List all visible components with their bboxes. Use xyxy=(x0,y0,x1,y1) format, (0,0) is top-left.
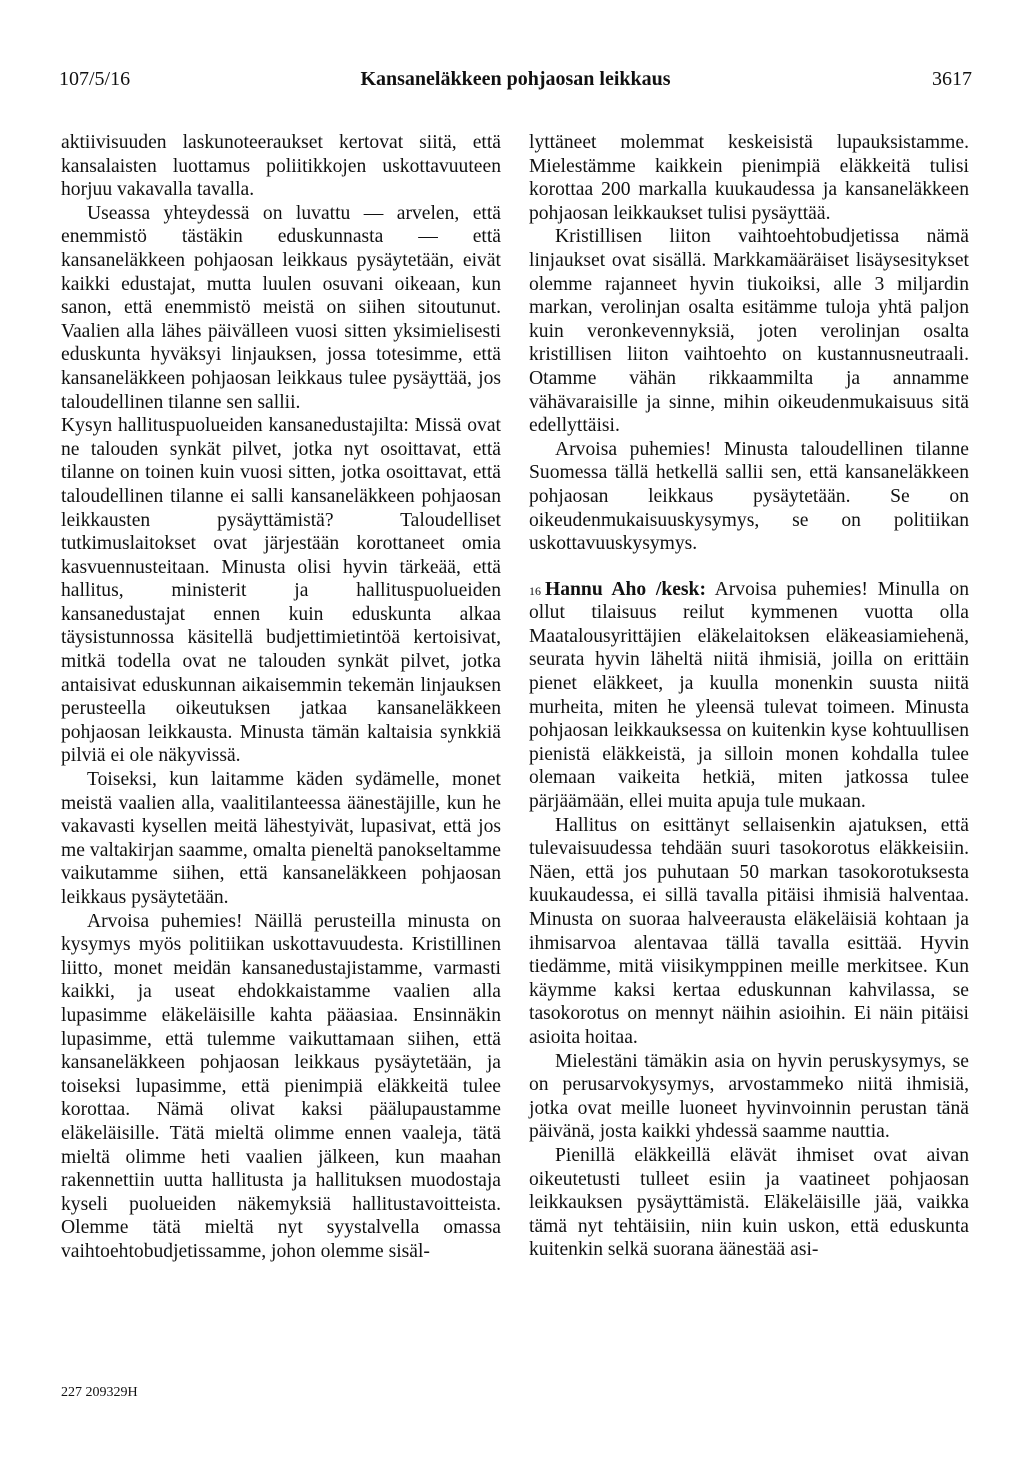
paragraph: Arvoisa puhemies! Näillä perusteilla minusta on kysymys myös politiikan uskottavuudesta. Kristillinen liitto, monet meidän kansanedustajistamme, varmasti kaikki, ja useat ehdokkaistamme vaalien alla lupasimme eläkeläisille kahta pääasiaa. Ensinnäkin lupasimme, että tulemme vaikuttamaan siihen, että kansaneläkkeen pohjaosan leikkaus pysäytetään, ja toiseksi lupasimme, että pienimpiä eläkkeitä tulee korottaa. Nämä olivat kaksi päälupaustamme eläkeläisille. Tätä mieltä olimme ennen vaaleja, tätä mieltä olimme heti vaalien jälkeen, kun maahan rakennettiin uutta hallitusta ja hallituksen muodostaja kyseli puolueiden näkemyksiä hallitustavoitteista. Olemme tätä mieltä nyt syystalvella omassa vaihtoehtobudjetissamme, johon olemme sisäl- xyxy=(61,910,501,1262)
paragraph: Kristillisen liiton vaihtoehtobudjetissa nämä linjaukset ovat sisällä. Markkamääräiset lisäysesitykset olemme rajanneet hyvin tiukoiksi, alle 3 miljardin markan, verolinjan osalta esitämme tuloja yhtä paljon kuin veronkevennyksiä, joten verolinjan osalta kristillisen liiton vaihtoehto on kustannusneutraali. Otamme vähän rikkaammilta ja annamme vähävaraisille ja sinne, mihin oikeudenmukaisuus sitä edellyttäisi. xyxy=(529,226,969,437)
paragraph: Useassa yhteydessä on luvattu — arvelen, että enemmistö tästäkin eduskunnasta — että kansaneläkkeen pohjaosan leikkaus pysäytetään, eivät kaikki edustajat, mutta luulen osuvani oikeaan, kun sanon, että enemmistö meistä on siihen sitoutunut. Vaalien alla lähes päivälleen vuosi sitten yksimielisesti eduskunta hyväksyi linjauksen, jossa totesimme, että kansaneläkkeen pohjaosan leikkaus tulee pysäyttää, jos taloudellinen tilanne sen sallii. xyxy=(61,202,501,413)
paragraph: Toiseksi, kun laitamme käden sydämelle, monet meistä vaalien alla, vaalitilanteessa äänestäjille, kun he vakavasti kysellen meitä lähestyivät, lupasivat, että jos me valtakirjan saamme, omalta pieneltä panokseltamme vaikutamme siihen, että kansaneläkkeen pohjaosan leikkaus pysäytetään. xyxy=(61,769,501,908)
document-reference: 107/5/16 xyxy=(59,68,131,90)
paragraph: lyttäneet molemmat keskeisistä lupauksistamme. Mielestämme kaikkein pienimpiä eläkkeitä tulisi korottaa 200 markalla kuukaudessa ja kansaneläkkeen pohjaosan leikkaukset tulisi pysäyttää. xyxy=(529,132,969,224)
paragraph: Pienillä eläkkeillä elävät ihmiset ovat aivan oikeutetusti tulleet esiin ja vaatineet pohjaosan leikkauksen pysäyttämistä. Eläkeläisille jää, vaikka tämä nyt tehtäisiin, niin kuin uskon, että eduskunta kuitenkin selkä suorana äänestää asi- xyxy=(529,1144,969,1261)
paragraph: aktiivisuuden laskunoteeraukset kertovat siitä, että kansalaisten luottamus poliitikkojen uskottavuuteen horjuu vakavalla tavalla. xyxy=(61,132,501,201)
speech-number: 16 xyxy=(529,583,541,598)
right-column xyxy=(529,131,969,1262)
page-header xyxy=(59,64,972,94)
paragraph: Kysyn hallituspuolueiden kansanedustajilta: Missä ovat ne talouden synkät pilvet, jotka nyt osoittavat, että tilanne on toinen kuin vuosi sitten, jotka osoittavat, että taloudellinen tilanne ei salli kansaneläkkeen pohjaosan leikkausten pysäyttämistä? Taloudelliset tutkimuslaitokset ovat järjestään korottaneet omia kasvuennusteitaan. Minusta olisi hyvin tärkeää, että hallitus, ministerit ja hallituspuolueiden kansanedustajat ennen kuin eduskunta alkaa täysistunnossa käsitellä budjettimietintöä kertoisivat, mitkä todella ovat ne talouden synkät pilvet, jotka antaisivat eduskunnan aikaisemmin tekemän linjauksen perusteella oikeutuksen jatkaa kansaneläkkeen pohjaosan leikkausta. Minusta tämän kaltaisia synkkiä pilviä ei ole näkyvissä. xyxy=(61,415,501,767)
page-number: 3617 xyxy=(932,68,972,90)
speaker-name: Hannu Aho /kesk: xyxy=(545,578,706,600)
paragraph: Arvoisa puhemies! Minusta taloudellinen tilanne Suomessa tällä hetkellä sallii sen, että kansaneläkkeen pohjaosan leikkaus pysäytetään. Se on oikeudenmukaisuuskysymys, se on politiikan uskottavuuskysymys. xyxy=(529,438,969,555)
page-title: Kansaneläkkeen pohjaosan leikkaus xyxy=(360,68,671,90)
print-code: 227 209329H xyxy=(61,1385,138,1400)
speech-text: Arvoisa puhemies! Minulla on ollut tilaisuus reilut kymmenen vuotta olla Maatalousyrittäjien eläkelaitoksen eläkeasiamiehenä, seurata hyvin läheltä niitä ihmisiä, joilla on erittäin pienet eläkkeet, ja kuulla monenkin suusta niitä murheita, miten he yleensä tulevat toimeen. Minusta pohjaosan leikkauksessa on kuitenkin kyse kohtuullisen pienistä eläkkeistä, ja silloin monen kohdalla tulee olemaan vaikeita hetkiä, miten jatkossa tulee pärjäämään, ellei muita apuja tule mukaan. xyxy=(529,578,969,813)
left-column xyxy=(61,131,501,1264)
paragraph: Mielestäni tämäkin asia on hyvin peruskysymys, se on perusarvokysymys, arvostammeko niitä ihmisiä, jotka ovat meille luoneet hyvinvoinnin perustan tänä päivänä, josta kaikki yhdessä saamme nauttia. xyxy=(529,1050,969,1143)
paragraph: Hallitus on esittänyt sellaisenkin ajatuksen, että tulevaisuudessa tehdään suuri tasokorotus eläkkeisiin. Näen, että jos puhutaan 50 markan tasokorotuksesta kuukaudessa, ei sillä tavalla pitäisi ihmisiä halventaa. Minusta on suoraa halveerausta eläkeläisiä kohtaan ja ihmisarvoa alentavaa tällä tavalla esittää. Hyvin tiedämme, mitä viisikymppinen meille merkitsee. Kun käymme kaksi kertaa eduskunnan kahvilassa, se tasokorotus on mennyt näihin asioihin. Ei näin pitäisi asioita hoitaa. xyxy=(529,814,969,1048)
speech-paragraph xyxy=(529,578,969,814)
